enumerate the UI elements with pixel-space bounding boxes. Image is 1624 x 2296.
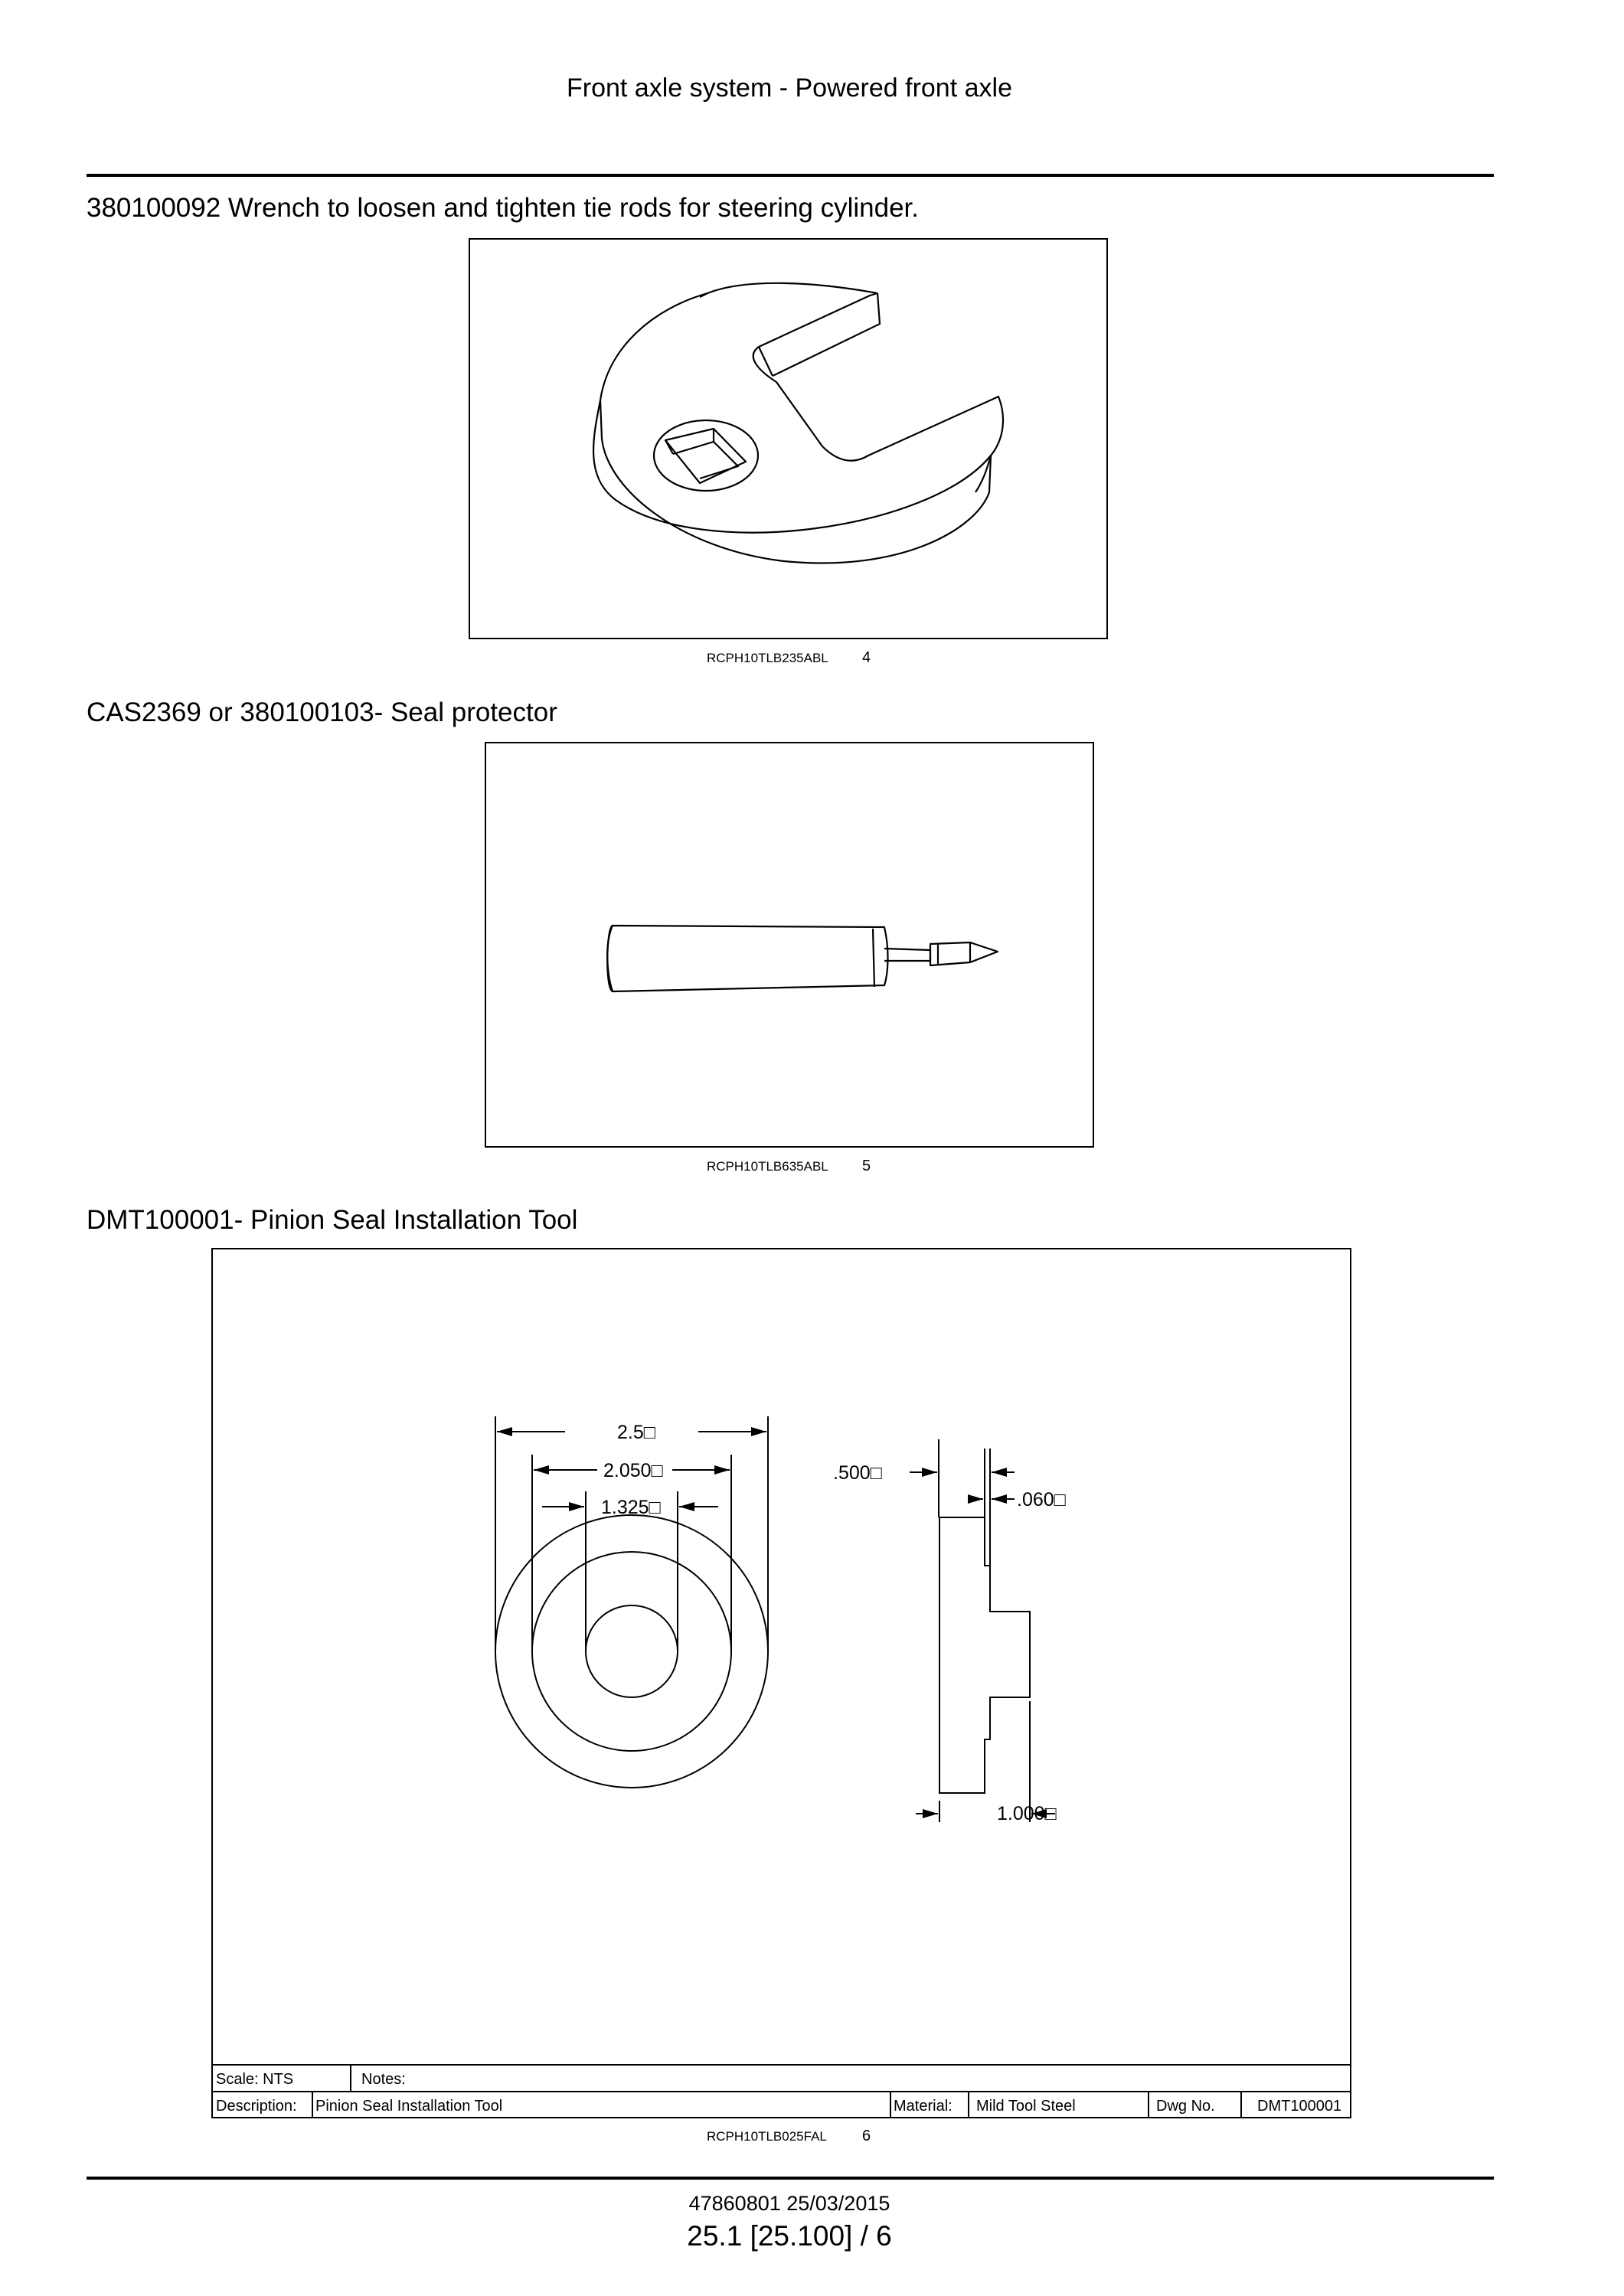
page-header-title: Front axle system - Powered front axle	[566, 73, 1012, 103]
figure-caption-code: RCPH10TLB635ABL	[707, 1159, 828, 1174]
wrench-illustration	[470, 240, 1106, 638]
dim-outer-diameter: 2.5□	[617, 1422, 655, 1443]
section-heading-pinion-tool: DMT100001- Pinion Seal Installation Tool	[87, 1205, 578, 1235]
figure-wrench	[469, 238, 1108, 639]
dim-overall: 1.000□	[997, 1803, 1057, 1824]
dim-mid-diameter: 2.050□	[603, 1460, 663, 1481]
figure-pinion-seal-drawing	[211, 1248, 1351, 2118]
figure-caption-number: 6	[862, 2128, 871, 2144]
dim-step: .060□	[1017, 1489, 1066, 1511]
section-heading-wrench: 380100092 Wrench to loosen and tighten tie rods for steering cylinder.	[87, 193, 919, 223]
technical-drawing	[213, 1249, 1350, 2117]
title-block-material-label: Material:	[894, 2098, 953, 2115]
title-block-dwg-label: Dwg No.	[1156, 2098, 1215, 2115]
seal-protector-illustration	[486, 743, 1093, 1146]
title-block-material: Mild Tool Steel	[976, 2098, 1076, 2115]
title-block-description-label: Description:	[216, 2098, 297, 2115]
figure-caption-code: RCPH10TLB235ABL	[707, 651, 828, 665]
figure-seal-protector	[485, 742, 1094, 1148]
header-rule	[87, 174, 1494, 177]
footer-doc-date: 47860801 25/03/2015	[688, 2192, 890, 2215]
dim-inner-diameter: 1.325□	[601, 1497, 661, 1518]
mid-circle	[532, 1552, 731, 1751]
title-block-dwg-number: DMT100001	[1257, 2098, 1342, 2115]
title-block-notes: Notes:	[361, 2071, 406, 2088]
figure-caption-number: 5	[862, 1158, 871, 1174]
dim-thickness-left: .500□	[833, 1462, 882, 1484]
footer-rule	[87, 2177, 1494, 2180]
section-heading-seal-protector: CAS2369 or 380100103- Seal protector	[87, 697, 557, 727]
outer-circle	[495, 1515, 768, 1788]
title-block-description: Pinion Seal Installation Tool	[315, 2098, 503, 2115]
figure-caption-code: RCPH10TLB025FAL	[707, 2129, 827, 2144]
figure-caption-number: 4	[862, 649, 871, 666]
inner-circle	[586, 1605, 678, 1697]
footer-page-reference: 25.1 [25.100] / 6	[687, 2220, 892, 2252]
side-view-profile	[939, 1517, 1030, 1793]
title-block-scale: Scale: NTS	[216, 2071, 294, 2088]
